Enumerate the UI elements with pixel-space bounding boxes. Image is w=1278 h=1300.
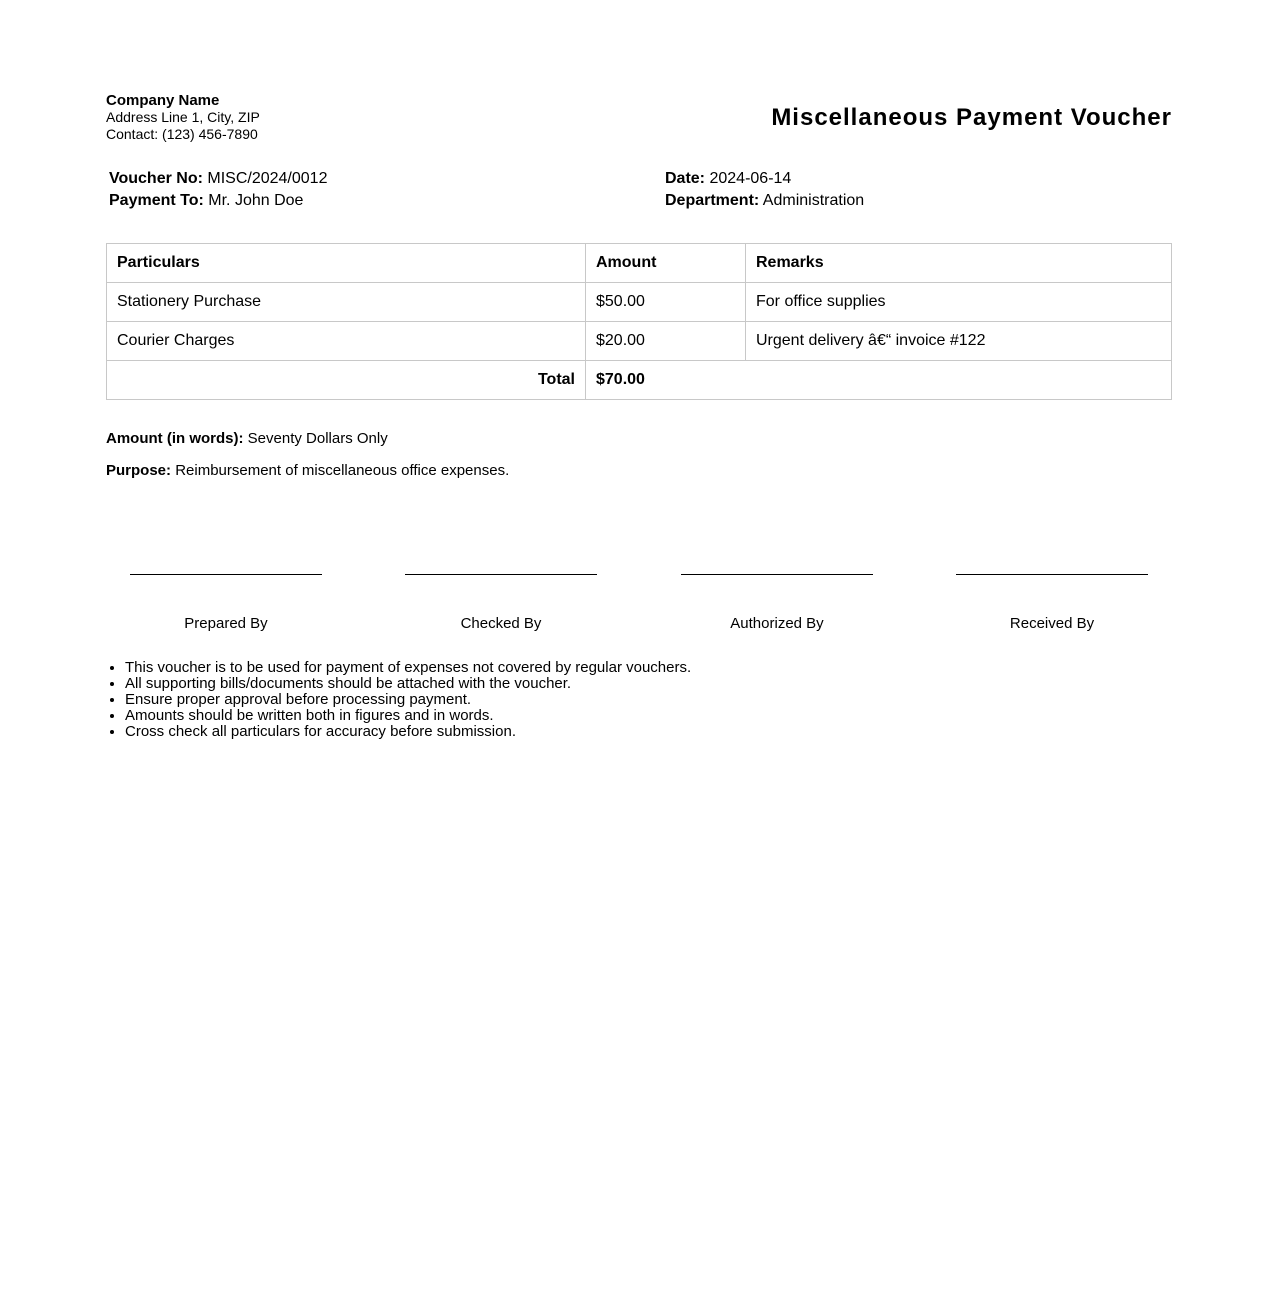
signature-label: Prepared By: [184, 615, 268, 632]
cell-remarks: Urgent delivery â€“ invoice #122: [746, 322, 1172, 361]
signature-checked: [386, 558, 616, 632]
voucher-page: [106, 92, 1172, 740]
table-row: [107, 283, 1172, 322]
purpose: [106, 462, 509, 479]
signature-label: Checked By: [460, 615, 542, 632]
total-row: [107, 361, 1172, 400]
meta-right: [665, 168, 864, 212]
amount-in-words: [106, 430, 388, 447]
cell-amount: $50.00: [586, 283, 746, 322]
header-amount: Amount: [586, 244, 746, 283]
notes-list: [106, 660, 691, 740]
amount-words-value: Seventy Dollars Only: [247, 430, 388, 447]
voucher-header: [106, 92, 1172, 148]
signature-line: [956, 558, 1148, 575]
voucher-no-row: [109, 168, 327, 190]
total-empty-cell: [746, 361, 1172, 400]
signature-authorized: [662, 558, 892, 632]
cell-particulars: Stationery Purchase: [107, 283, 586, 322]
date-label: Date:: [665, 170, 706, 187]
company-contact: Contact: (123) 456-7890: [106, 126, 258, 142]
department-value: Administration: [762, 192, 865, 209]
signature-prepared: [111, 558, 341, 632]
list-item: • Ensure proper approval before processing payment.: [125, 692, 691, 708]
list-item: • All supporting bills/documents should be attached with the voucher.: [125, 676, 691, 692]
department-label: Department:: [665, 192, 760, 209]
total-label: Total: [107, 361, 586, 400]
header-particulars: Particulars: [107, 244, 586, 283]
list-item: • This voucher is to be used for payment of expenses not covered by regular vouchers.: [125, 660, 691, 676]
list-item: • Cross check all particulars for accuracy before submission.: [125, 724, 691, 740]
total-value: $70.00: [586, 361, 746, 400]
company-name: Company Name: [106, 92, 220, 109]
signature-received: [937, 558, 1167, 632]
purpose-label: Purpose:: [106, 462, 172, 479]
signature-label: Received By: [1009, 615, 1095, 632]
table-row: [107, 322, 1172, 361]
list-item: • Amounts should be written both in figures and in words.: [125, 708, 691, 724]
signature-line: [405, 558, 597, 575]
voucher-no-value: MISC/2024/0012: [207, 170, 328, 187]
date-value: 2024-06-14: [709, 170, 792, 187]
voucher-no-label: Voucher No:: [109, 170, 203, 187]
payment-to-row: [109, 190, 327, 212]
company-address: Address Line 1, City, ZIP: [106, 109, 260, 125]
signature-line: [681, 558, 873, 575]
particulars-table: [106, 243, 1172, 400]
department-row: [665, 190, 864, 212]
meta-left: [109, 168, 327, 212]
document-title: Miscellaneous Payment Voucher: [771, 104, 1172, 131]
table-header-row: [107, 244, 1172, 283]
cell-particulars: Courier Charges: [107, 322, 586, 361]
amount-words-label: Amount (in words):: [106, 430, 244, 447]
date-row: [665, 168, 864, 190]
purpose-value: Reimbursement of miscellaneous office expenses.: [175, 462, 510, 479]
company-info: [106, 92, 260, 143]
cell-amount: $20.00: [586, 322, 746, 361]
cell-remarks: For office supplies: [746, 283, 1172, 322]
signature-line: [130, 558, 322, 575]
payment-to-label: Payment To:: [109, 192, 204, 209]
header-remarks: Remarks: [746, 244, 1172, 283]
signature-label: Authorized By: [730, 615, 824, 632]
payment-to-value: Mr. John Doe: [208, 192, 304, 209]
